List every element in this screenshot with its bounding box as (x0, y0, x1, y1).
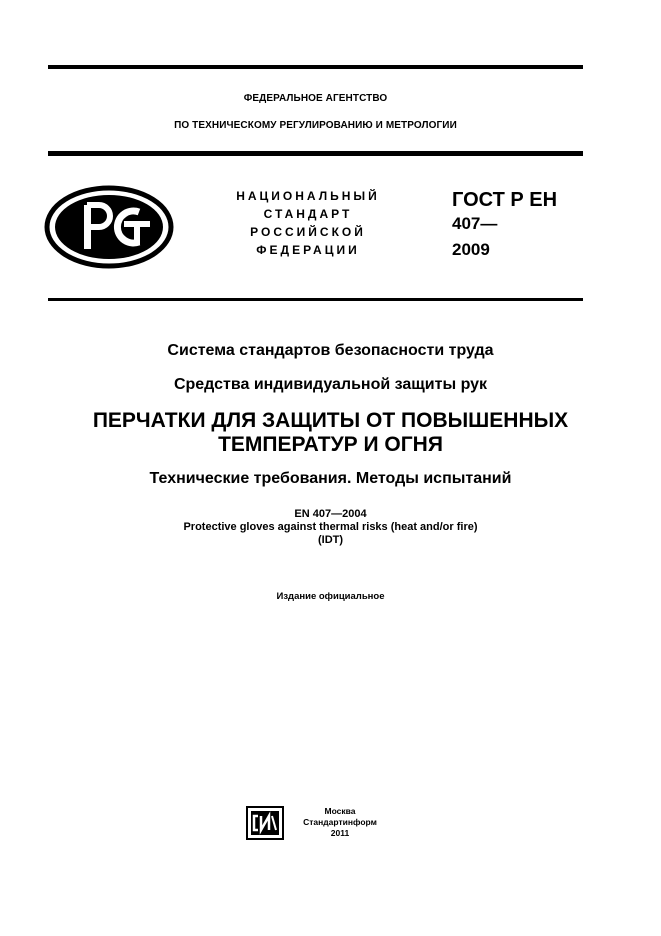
national-standard-label (213, 187, 403, 259)
header-rule (48, 151, 583, 156)
edition-label: Издание официальное (276, 591, 385, 602)
publisher-year: 2011 (330, 828, 350, 838)
national-line-4: ФЕДЕРАЦИИ (256, 243, 360, 257)
gost-number-line-2: 407— (452, 214, 498, 233)
agency-line-1: ФЕДЕРАЛЬНОЕ АГЕНТСТВО (243, 93, 388, 104)
national-line-1: НАЦИОНАЛЬНЫЙ (236, 189, 380, 203)
publisher-city: Москва (324, 806, 356, 816)
gost-number-line-3: 2009 (452, 240, 490, 259)
national-line-2: СТАНДАРТ (263, 207, 353, 221)
main-title-line-1: ПЕРЧАТКИ ДЛЯ ЗАЩИТЫ ОТ ПОВЫШЕННЫХ (92, 409, 569, 432)
agency-line-2: ПО ТЕХНИЧЕСКОМУ РЕГУЛИРОВАНИЮ И МЕТРОЛОГИИ (174, 120, 457, 131)
block-rule (48, 298, 583, 301)
reference-title: Protective gloves against thermal risks (heat and/or fire) (183, 521, 478, 533)
publisher-name: Стандартинформ (303, 817, 377, 827)
reference-identity: (IDT) (317, 534, 344, 546)
publisher-logo-icon (246, 806, 284, 840)
document-subtitle: Технические требования. Методы испытаний (149, 470, 512, 487)
top-rule (48, 65, 583, 69)
gost-logo-icon (44, 185, 174, 269)
national-line-3: РОССИЙСКОЙ (250, 225, 366, 239)
subsystem-title: Средства индивидуальной защиты рук (173, 376, 488, 393)
reference-code: EN 407—2004 (294, 508, 367, 520)
gost-number-line-1: ГОСТ Р ЕН (452, 189, 558, 211)
system-title: Система стандартов безопасности труда (167, 342, 494, 359)
main-title-line-2: ТЕМПЕРАТУР И ОГНЯ (218, 433, 443, 456)
